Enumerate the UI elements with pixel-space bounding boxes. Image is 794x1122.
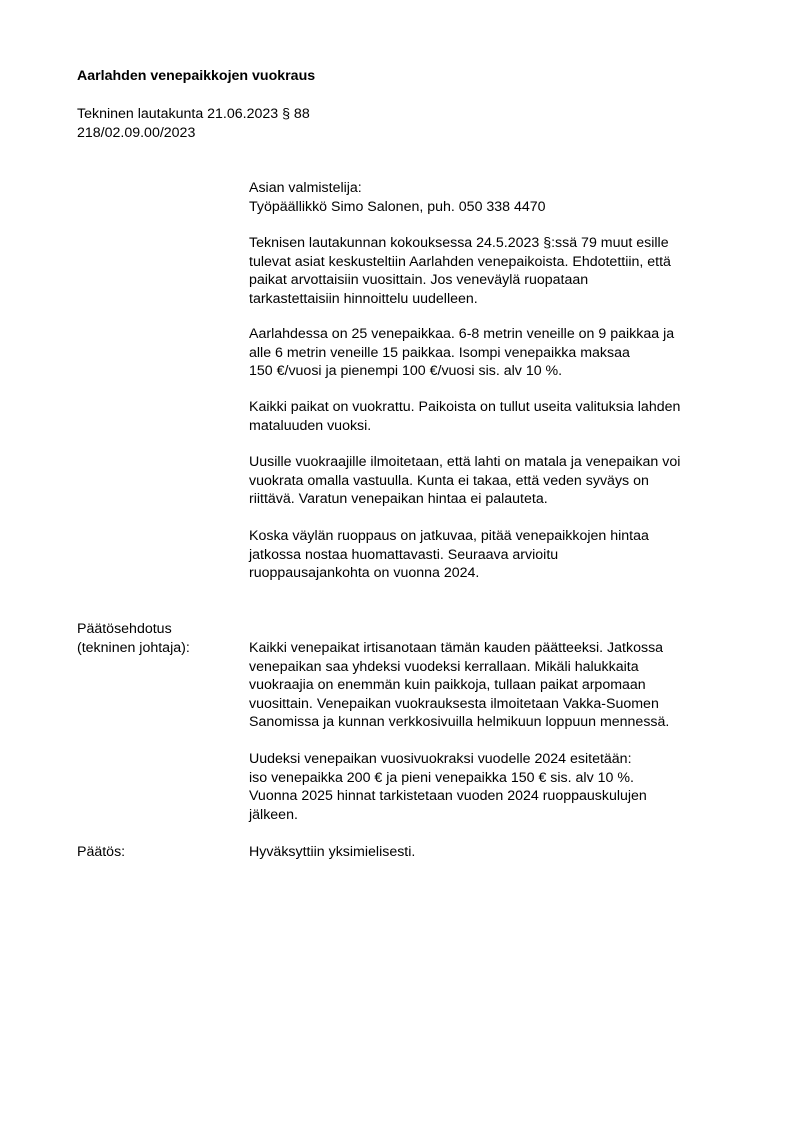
preparer-block	[249, 179, 749, 216]
paragraph-line: Kaikki venepaikat irtisanotaan tämän kauden päätteeksi. Jatkossa	[249, 640, 664, 656]
paragraph-line: Vuonna 2025 hinnat tarkistetaan vuoden 2024 ruoppauskulujen	[249, 788, 647, 805]
decision-label: Päätös:	[77, 844, 126, 860]
paragraph-line: tulevat asiat keskusteltiin Aarlahden venepaikoista. Ehdotettiin, että	[249, 253, 671, 270]
paragraph-line: iso venepaikka 200 € ja pieni venepaikka 150 € sis. alv 10 %.	[249, 769, 634, 786]
paragraph-background	[249, 234, 749, 308]
proposal-label-line: Päätösehdotus	[77, 621, 172, 637]
paragraph-line: Uudeksi venepaikan vuosivuokraksi vuodelle 2024 esitetään:	[249, 751, 632, 767]
paragraph-line: Uusille vuokraajille ilmoitetaan, että lahti on matala ja venepaikan voi	[249, 454, 681, 470]
proposal-paragraph-prices	[249, 750, 749, 824]
paragraph-line: 150 €/vuosi ja pienempi 100 €/vuosi sis. alv 10 %.	[249, 363, 563, 380]
paragraph-line: vuokraajia on enemmän kuin paikkoja, tullaan paikat arpomaan	[249, 677, 646, 694]
paragraph-line: tarkastettaisiin hinnoittelu uudelleen.	[249, 290, 478, 307]
preparer-label: Asian valmistelija:	[249, 180, 362, 196]
paragraph-line: Teknisen lautakunnan kokouksessa 24.5.2023 §:ssä 79 muut esille	[249, 235, 669, 251]
paragraph-complaints	[249, 398, 749, 435]
case-number: 218/02.09.00/2023	[77, 124, 196, 141]
paragraph-line: alle 6 metrin veneille 15 paikkaa. Isompi venepaikka maksaa	[249, 344, 630, 361]
paragraph-line: Kaikki paikat on vuokrattu. Paikoista on tullut useita valituksia lahden	[249, 399, 681, 415]
paragraph-line: Koska väylän ruoppaus on jatkuvaa, pitää venepaikkojen hintaa	[249, 528, 649, 544]
paragraph-line: ruoppausajankohta on vuonna 2024.	[249, 565, 480, 582]
paragraph-dredging	[249, 527, 749, 583]
paragraph-line: vuokrata omalla vastuulla. Kunta ei takaa, että veden syväys on	[249, 472, 649, 489]
paragraph-line: jatkossa nostaa huomattavasti. Seuraava arvioitu	[249, 546, 559, 563]
paragraph-line: vuosittain. Venepaikan vuokrauksesta ilmoitetaan Vakka-Suomen	[249, 695, 659, 712]
proposal-label	[77, 620, 190, 657]
paragraph-line: riittävä. Varatun venepaikan hintaa ei palauteta.	[249, 491, 548, 508]
meeting-line: Tekninen lautakunta 21.06.2023 § 88	[77, 106, 310, 122]
paragraph-new-tenants	[249, 453, 749, 509]
decision-text: Hyväksyttiin yksimielisesti.	[249, 844, 416, 860]
paragraph-line: mataluuden vuoksi.	[249, 417, 372, 434]
preparer-name: Työpäällikkö Simo Salonen, puh. 050 338 4470	[249, 198, 546, 215]
paragraph-line: Aarlahdessa on 25 venepaikkaa. 6-8 metrin veneille on 9 paikkaa ja	[249, 326, 675, 342]
document-title: Aarlahden venepaikkojen vuokraus	[77, 68, 316, 84]
paragraph-line: paikat arvottaisiin vuosittain. Jos veneväylä ruopataan	[249, 272, 589, 289]
paragraph-line: Sanomissa ja kunnan verkkosivuilla helmikuun loppuun mennessä.	[249, 714, 670, 731]
proposal-paragraph-terms	[249, 639, 749, 732]
paragraph-line: venepaikan saa yhdeksi vuodeksi kerrallaan. Mikäli halukkaita	[249, 658, 639, 675]
document-meta	[77, 105, 310, 142]
paragraph-berths	[249, 325, 749, 381]
paragraph-line: jälkeen.	[249, 806, 298, 823]
proposal-label-line: (tekninen johtaja):	[77, 639, 190, 656]
